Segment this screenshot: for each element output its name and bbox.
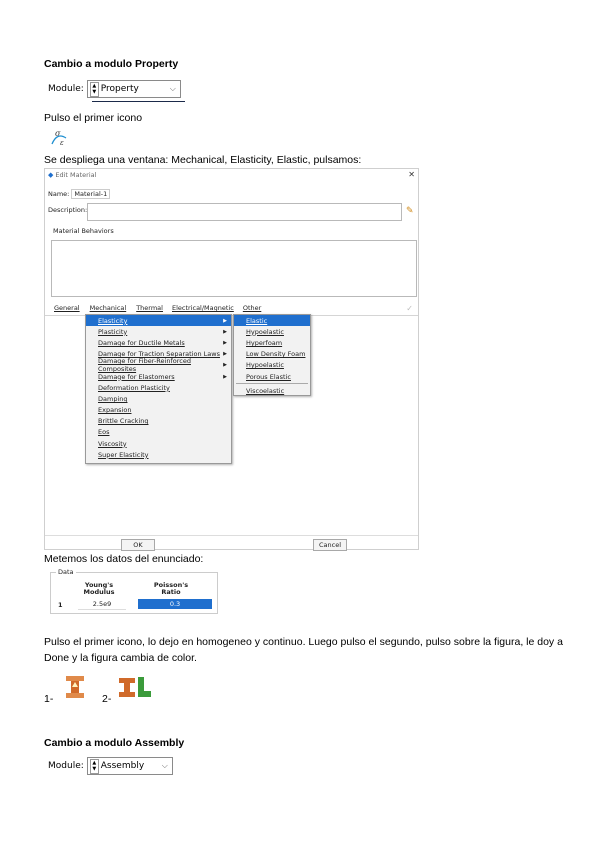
menu-item[interactable] <box>86 416 231 427</box>
menu-item-label: Brittle Cracking <box>98 417 149 426</box>
submenu-arrow-icon: ▶ <box>223 351 227 358</box>
chevron-down-icon: ⌵ <box>161 761 168 770</box>
menu-item-label: Porous Elastic <box>246 372 291 381</box>
menu-item[interactable] <box>86 326 231 337</box>
menu-item[interactable] <box>234 349 310 360</box>
name-label: Name: <box>48 190 70 198</box>
menu-item-label: Damage for Elastomers <box>98 372 175 381</box>
poisson-ratio-cell[interactable]: 0.3 <box>138 599 212 609</box>
submenu-arrow-icon: ▶ <box>223 362 227 369</box>
submenu-arrow-icon: ▶ <box>223 373 227 380</box>
menu-item-label: Eos <box>98 428 110 437</box>
submenu-arrow-icon: ▶ <box>223 339 227 346</box>
module-dropdown[interactable] <box>87 80 181 98</box>
tab-other[interactable]: Other <box>242 304 262 312</box>
paragraph: Se despliega una ventana: Mechanical, Elasticity, Elastic, pulsamos: <box>44 154 362 166</box>
menu-item-label: Plasticity <box>98 327 128 336</box>
module-selector-assembly <box>48 757 173 775</box>
menu-item-label: Damage for Fiber-Reinforced Composites <box>98 357 191 374</box>
paragraph: Pulso el primer icono <box>44 112 143 124</box>
assign-section-icon[interactable] <box>117 674 153 700</box>
module-label: Module: <box>48 761 84 771</box>
menu-item-label: Elasticity <box>98 316 128 325</box>
button-divider <box>45 535 418 536</box>
spin-icon: ▲ ▼ <box>90 759 99 774</box>
tab-general[interactable]: General <box>54 304 80 312</box>
close-icon[interactable]: ✕ <box>408 170 415 179</box>
chevron-down-icon: ⌵ <box>169 84 176 93</box>
menu-item-label: Super Elasticity <box>98 450 149 459</box>
material-app-icon: ◆ <box>48 170 54 179</box>
svg-text:ε: ε <box>60 139 64 146</box>
menu-item[interactable] <box>86 382 231 393</box>
menu-item[interactable] <box>234 337 310 348</box>
data-group <box>50 568 218 614</box>
tab-mechanical[interactable]: Mechanical <box>89 304 127 312</box>
pencil-icon[interactable]: ✎ <box>406 205 414 215</box>
menu-item-label: Damage for Traction Separation Laws <box>98 350 220 359</box>
menu-item-label: Low Density Foam <box>246 350 306 359</box>
icon-label-2: 2- <box>102 693 112 705</box>
menu-item[interactable] <box>86 449 231 460</box>
module-label: Module: <box>48 84 84 94</box>
menu-item-label: Hypoelastic <box>246 361 284 370</box>
module-value: Assembly <box>100 761 145 771</box>
name-row <box>48 189 110 199</box>
underline-divider <box>92 101 185 102</box>
elasticity-submenu <box>233 314 311 396</box>
menu-item-label: Viscoelastic <box>246 386 285 395</box>
row-number: 1 <box>58 601 63 609</box>
module-dropdown[interactable] <box>87 757 173 775</box>
window-titlebar <box>45 169 418 180</box>
section-assign-icon[interactable] <box>62 673 88 701</box>
menu-separator <box>236 383 308 384</box>
paragraph: Metemos los datos del enunciado: <box>44 553 204 565</box>
tab-thermal[interactable]: Thermal <box>136 304 163 312</box>
menu-item[interactable] <box>234 315 310 326</box>
menu-item[interactable] <box>86 371 231 382</box>
icon-label-1: 1- <box>44 693 54 705</box>
ok-button[interactable]: OK <box>121 539 155 551</box>
edit-material-window <box>44 168 419 550</box>
submenu-arrow-icon: ▶ <box>223 328 227 335</box>
young-modulus-cell[interactable]: 2.5e9 <box>78 600 126 610</box>
menu-item[interactable] <box>234 326 310 337</box>
menu-item-label: Deformation Plasticity <box>98 383 170 392</box>
menu-item-label: Viscosity <box>98 439 127 448</box>
material-behaviors-list[interactable] <box>51 240 417 297</box>
behaviors-label: Material Behaviors <box>53 227 114 235</box>
create-material-icon[interactable] <box>50 128 68 146</box>
svg-text:σ: σ <box>55 129 61 138</box>
menu-item[interactable] <box>86 438 231 449</box>
mechanical-menu <box>85 314 232 464</box>
section-heading-property: Cambio a modulo Property <box>44 58 179 70</box>
data-group-label: Data <box>58 568 74 576</box>
tab-electrical-magnetic[interactable]: Electrical/Magnetic <box>171 304 234 312</box>
menu-item[interactable] <box>234 360 310 371</box>
cancel-button[interactable]: Cancel <box>313 539 347 551</box>
module-selector-property <box>48 80 181 98</box>
menu-item[interactable] <box>86 337 231 348</box>
check-icon: ✓ <box>406 303 413 313</box>
menu-item[interactable] <box>86 315 231 326</box>
menu-item[interactable] <box>86 405 231 416</box>
menu-item[interactable] <box>86 427 231 438</box>
description-label: Description: <box>48 206 88 214</box>
menu-item-label: Hypoelastic <box>246 327 284 336</box>
menu-item-label: Elastic <box>246 316 268 325</box>
tabs-row <box>45 301 418 315</box>
menu-item-label: Expansion <box>98 406 132 415</box>
spin-icon: ▲ ▼ <box>90 82 99 97</box>
menu-item-label: Damage for Ductile Metals <box>98 338 185 347</box>
submenu-arrow-icon: ▶ <box>223 317 227 324</box>
name-field[interactable]: Material-1 <box>71 189 110 199</box>
menu-item-label: Hyperfoam <box>246 338 283 347</box>
young-modulus-header: Young's Modulus <box>83 581 115 596</box>
poisson-ratio-header: Poisson's Ratio <box>153 581 189 596</box>
menu-item[interactable] <box>234 385 310 396</box>
menu-item-label: Damping <box>98 394 128 403</box>
menu-item[interactable] <box>234 371 310 382</box>
menu-item[interactable] <box>86 357 231 374</box>
paragraph: Pulso el primer icono, lo dejo en homogeneo y continuo. Luego pulso el segundo, pulso sobre la figura, le doy a Done y la figura cambia de color. <box>44 636 563 664</box>
module-value: Property <box>100 84 139 94</box>
description-field[interactable] <box>87 203 402 221</box>
menu-item[interactable] <box>86 393 231 404</box>
section-heading-assembly: Cambio a modulo Assembly <box>44 737 185 749</box>
window-title: Edit Material <box>55 170 97 179</box>
